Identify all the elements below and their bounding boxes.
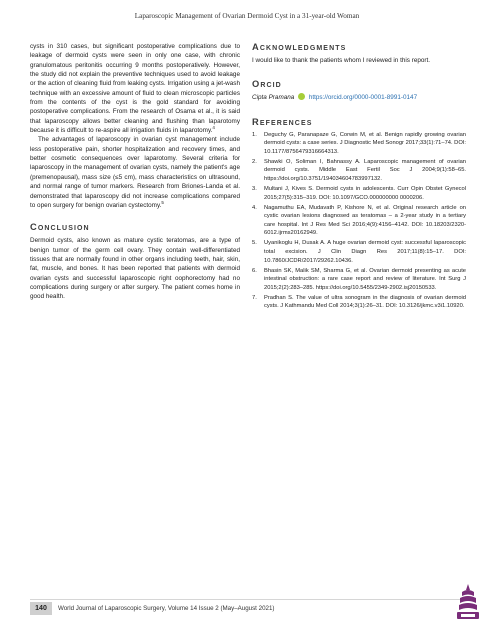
reference-text: Deguchy G, Paranapaze G, Corwin M, et al. Benign rapidly growing ovarian dermoid cysts: a case series. J Diagnostic Med Sonogr 2017;33(1):71–74. DOI: 10.1177/8756479316664313. — [264, 131, 466, 155]
reference-text: Shawki O, Soliman I, Bahnassy A. Laparoscopic management of ovarian dermoid cysts. Middle East Fertil Soc J 2004;9(1):58–65. https://doi.org/10.3751/194034604783997132. — [264, 158, 466, 183]
reference-item — [252, 267, 466, 293]
paragraph-text: cysts in 310 cases, but significant postoperative complications due to leakage of dermoid cysts were seen in only one case, with chronic granulomatous peritonitis occurring 9 months postoperatively. However, the study did not explain the preventive techniques used to avoid leakage or the action of cleaning fluid from leaking cysts. Irrigation using a jet-wash technique with an excessive amount of fluid to clean microscopic particles from the contents of the cyst is the gold standard for avoiding postoperative complications. From the research of Osama et al., it is said that laparoscopy allows better cleaning and flushing than laparotomy because it is difficult to re-aspire all irrigation fluids in laparotomy. — [30, 43, 240, 135]
reference-item — [252, 131, 466, 157]
right-column — [252, 42, 466, 312]
orcid-heading: Orcid — [252, 79, 282, 90]
reference-item — [252, 158, 466, 184]
reference-number: 4. — [252, 204, 257, 211]
left-column — [30, 42, 240, 302]
journal-citation: World Journal of Laparoscopic Surgery, Volume 14 Issue 2 (May–August 2021) — [58, 605, 275, 612]
orcid-author-name: Cipta Pramana — [252, 94, 295, 102]
reference-number: 1. — [252, 131, 257, 138]
references-heading: References — [252, 116, 313, 127]
reference-number: 7. — [252, 294, 257, 301]
running-head: Laparoscopic Management of Ovarian Dermoid Cyst in a 31-year-old Woman — [134, 12, 360, 20]
reference-text: Pradhan S. The value of ultra sonogram in the diagnosis of ovarian dermoid cysts. J Kathmandu Med Coll 2014;3(1):26–31. DOI: 10.3126/jkmc.v3i1.10920. — [264, 294, 466, 310]
body-paragraph — [30, 135, 240, 210]
page-number: 140 — [30, 602, 52, 615]
orcid-section — [252, 79, 466, 102]
paragraph-text: The advantages of laparoscopy in ovarian cyst management include less postoperative pain, shorter hospitalization and recovery times, and better cosmetic consequences over laparotomy. Several criteria for laparoscopy in the management of ovarian cysts, namely the patient's age (premenopausal), mass size (≤5 cm), mass characteristics on ultrasound, and normal range of tumor markers. Research from Briones-Landa et al. demonstrated that laparoscopy did not increase complications compared to open surgery for benign ovarian cystectomy. — [30, 136, 240, 209]
reference-item — [252, 204, 466, 238]
citation-marker: 5 — [161, 199, 164, 205]
orcid-link[interactable]: https://orcid.org/0000-0001-8991-0147 — [308, 94, 418, 102]
reference-item — [252, 185, 466, 202]
acknowledgments-text: I would like to thank the patients whom I reviewed in this report. — [252, 57, 431, 64]
body-paragraph — [30, 42, 240, 135]
reference-item — [252, 239, 466, 265]
acknowledgments-heading: Acknowledgments — [252, 42, 347, 52]
reference-text: Nagamuthu EA, Mudavath P, Kishore N, et al. Original research article on cystic ovarian lesions diagnosed as teratomas – a 2-year study in a tertiary care hospital. Int J Res Med Sci 2016;4(9):4156–4142. DOI: 10.18203/2320-6012.ijrms20162949. — [264, 204, 466, 237]
reference-number: 6. — [252, 267, 257, 274]
reference-text: Multani J, Kives S. Dermoid cysts in adolescents. Curr Opin Obstet Gynecol 2015;27(5):315–319. DOI: 10.1097/GCO.000000000 0000206. — [264, 186, 466, 201]
reference-number: 5. — [252, 240, 257, 247]
reference-text: Uyanikoglu H, Dusak A. A huge ovarian dermoid cyst: successful laparoscopic total excision. J Clin Diagn Res 2017;11(8):15–17. DOI: 10.7860/JCDR/2017/29262.10436. — [264, 240, 466, 264]
references-list — [252, 131, 466, 311]
reference-number: 3. — [252, 186, 257, 193]
references-section — [252, 117, 466, 311]
conclusion-heading: Conclusion — [30, 222, 90, 233]
orcid-line — [252, 93, 466, 102]
jaypee-logo-icon — [452, 582, 484, 622]
conclusion-section — [30, 222, 240, 301]
reference-text: Bhasin SK, Malik SM, Sharma G, et al. Ovarian dermoid presenting as acute intestinal obstruction: a rare case report and review of literature. Int Surg J 2015;2(2):283–285. https://doi.org/10.5455/2349-2902.isj20150533. — [264, 267, 466, 291]
orcid-icon — [298, 93, 305, 100]
page-footer — [30, 599, 466, 614]
reference-number: 2. — [252, 158, 257, 165]
acknowledgments-section — [252, 42, 466, 65]
reference-item — [252, 294, 466, 311]
citation-marker: 4 — [212, 124, 215, 130]
conclusion-text: Dermoid cysts, also known as mature cystic teratomas, are a type of benign tumor of the germ cell ovary. They contain well-differentiated tissues that are normally found in other organs including teeth, hair, skin, fat, muscle, and bones. It has been reported that patients with dermoid ovarian cysts and successful laparoscopic right oophorectomy had no complications during surgery or after surgery. The patient comes home in good health. — [30, 237, 240, 301]
